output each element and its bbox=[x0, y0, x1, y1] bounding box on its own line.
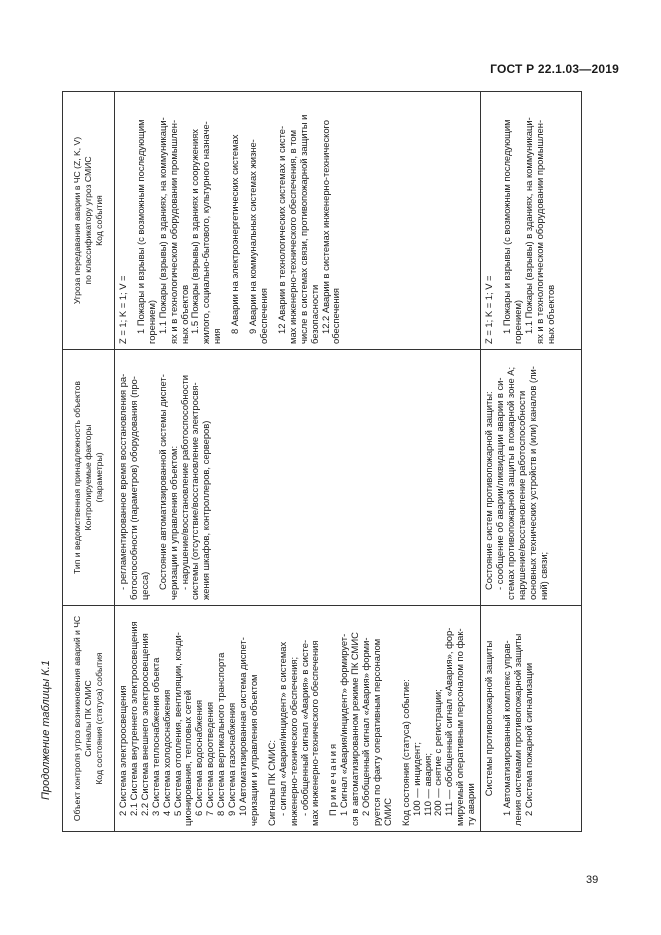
cell-text-line: обеспечения bbox=[257, 288, 269, 344]
cell-text-line: 7 Система водоотведения bbox=[204, 701, 216, 816]
table-row bbox=[481, 92, 582, 832]
threat-table bbox=[62, 91, 582, 832]
cell-text-line: Состояние систем противопожарной защиты: bbox=[483, 391, 495, 590]
cell-text-line: черизации и управления объектом: bbox=[167, 445, 179, 600]
cell-text-line: ных объектов bbox=[544, 284, 556, 344]
row1-col3-cell bbox=[115, 92, 481, 350]
cell-text-line: 111 — обобщенный сигнал «Авария», фор- bbox=[443, 627, 455, 816]
cell-text-line: ных объектов bbox=[178, 284, 190, 344]
cell-text-line: ционирования, тепловых сетей bbox=[182, 690, 194, 826]
header-col1 bbox=[63, 606, 115, 832]
cell-text-line: 200 — снятие с регистрации; bbox=[432, 689, 444, 816]
cell-text-line: жения шкафов, контроллеров, серверов) bbox=[200, 420, 212, 600]
cell-text-line: Примечания bbox=[327, 741, 339, 816]
cell-text-line: - сообщение об аварии/ликвидации аварии в си- bbox=[494, 377, 505, 590]
cell-text-line: ботоспособности (параметров) оборудования (про- bbox=[127, 376, 139, 600]
cell-text-line: - регламентированное время восстановления ра- bbox=[117, 373, 128, 590]
cell-text-line: цесса) bbox=[138, 571, 150, 600]
cell-text-line: инженерно-технического обеспечения; bbox=[287, 656, 299, 826]
cell-text-line: нарушение/восстановление работоспособности bbox=[515, 390, 527, 600]
cell-text-line: горением) bbox=[511, 299, 523, 344]
header-col3-line: Код события bbox=[94, 195, 105, 246]
standard-code: ГОСТ Р 22.1.03—2019 bbox=[490, 62, 619, 76]
page-number: 39 bbox=[586, 874, 599, 886]
cell-text-line: ний) связи; bbox=[537, 551, 549, 600]
cell-text-line: 1 Сигнал «Авария/инцидент» формирует- bbox=[338, 633, 350, 816]
cell-text-line: - сигнал «Авария/инцидент» в системах bbox=[276, 641, 288, 816]
row2-col3-cell bbox=[481, 92, 582, 350]
table-row bbox=[115, 92, 481, 832]
cell-text-line: Состояние автоматизированной системы диспет- bbox=[156, 374, 168, 590]
cell-text-line: 2.2 Система внешнего электроосвещения bbox=[138, 633, 150, 816]
cell-text-line: ся в автоматизированном режиме ПК СМИС bbox=[349, 632, 361, 826]
cell-text-line: горением) bbox=[145, 299, 157, 344]
cell-text-line: Код состояния (статуса) событие: bbox=[399, 679, 411, 826]
cell-text-line: Z = 1; K = 1; V = bbox=[117, 275, 128, 344]
cell-text-line: системы (отсутствие/восстановление электросвя- bbox=[189, 382, 201, 600]
cell-text-line: 9 Аварии на коммунальных системах жизне- bbox=[247, 139, 259, 334]
cell-text-line: ления системами противопожарной защиты bbox=[511, 633, 523, 826]
header-col1-line: Сигналы ПК СМИС bbox=[82, 680, 93, 757]
cell-text-line: жилого, социально-бытового, культурного назначе- bbox=[200, 121, 212, 344]
header-col3-line: Угроза передавания аварии в ЧС (Z, K, V) bbox=[71, 136, 82, 305]
cell-text-line: 8 Система вертикального транспорта bbox=[215, 652, 227, 816]
rotated-table-container bbox=[62, 92, 582, 832]
cell-text-line: ях и в технологическом оборудовании промышлен- bbox=[533, 119, 545, 344]
cell-text-line: ния bbox=[211, 328, 223, 344]
cell-text-line: мах инженерно-технического обеспечения, в том bbox=[286, 129, 298, 344]
cell-text-line: ту аварии bbox=[465, 783, 477, 826]
cell-text-line: 12 Аварии в технологических системах и систе- bbox=[275, 125, 287, 334]
header-col2 bbox=[63, 350, 115, 606]
cell-text-line: Z = 1; K = 1; V = bbox=[483, 275, 495, 344]
cell-text-line: руется по факту оперативным персоналом bbox=[370, 638, 382, 826]
cell-text-line: черизации и управления объектом bbox=[247, 674, 259, 826]
cell-text-line: 1 Пожары и взрывы (с возможным последующим bbox=[134, 119, 146, 334]
cell-text-line: 5 Система отопления, вентиляции, конди- bbox=[171, 632, 183, 816]
cell-text-line: стемах противопожарной защиты в пожарной зоне А; bbox=[504, 366, 516, 600]
cell-text-line: 4 Система холодоснабжения bbox=[160, 689, 172, 816]
cell-text-line: безопасности bbox=[308, 284, 320, 344]
cell-text-line: 1 Пожары и взрывы (с возможным последующим bbox=[501, 119, 512, 334]
cell-text-line: 1 Автоматизированный комплекс управ- bbox=[501, 640, 512, 816]
cell-text-line: 2.1 Система внутреннего электроосвещения bbox=[127, 621, 139, 816]
cell-text-line: мируемый оперативным персоналом по фак- bbox=[454, 628, 466, 826]
header-col1-line: Код состояния (статуса) события bbox=[94, 652, 105, 785]
cell-text-line: 1.1 Пожары (взрывы) в зданиях, на коммуникаци- bbox=[522, 117, 534, 334]
cell-text-line: 2 Система электроосвещения bbox=[117, 685, 128, 816]
cell-text-line: - нарушение/восстановление работоспособности bbox=[178, 375, 190, 590]
cell-text-line: 2 Система пожарной сигнализации bbox=[522, 662, 534, 816]
header-col2-line: Контролируемые факторы bbox=[82, 424, 93, 531]
cell-text-line: 10 Автоматизированная система диспет- bbox=[236, 637, 248, 816]
cell-text-line: 8 Аварии на электроэнергетических системах bbox=[229, 134, 241, 334]
cell-text-line: числе в системах связи, противопожарной защиты и bbox=[297, 114, 309, 344]
cell-text-line: обеспечения bbox=[330, 288, 342, 344]
cell-text-line: основных технических устройств и (или) каналов (ли- bbox=[526, 366, 538, 600]
cell-text-line: ях и в технологическом оборудовании промышлен- bbox=[167, 119, 179, 344]
cell-text-line: 9 Система газоснабжения bbox=[226, 702, 238, 816]
cell-text-line: 2 Обобщенный сигнал «Авария» форми- bbox=[360, 637, 372, 816]
cell-text-line: 6 Система водоснабжения bbox=[193, 699, 205, 816]
header-col3-line: по классификатору угроз СМИС bbox=[82, 156, 93, 285]
row2-col1-cell bbox=[481, 606, 582, 832]
cell-text-line: 100 — инцидент; bbox=[410, 741, 422, 816]
table-header-row bbox=[63, 92, 115, 832]
cell-text-line: мах инженерно-технического обеспечения bbox=[309, 640, 321, 826]
cell-text-line: 1.5 Пожары (взрывы) в зданиях и сооружениях bbox=[189, 129, 201, 334]
cell-text-line: Сигналы ПК СМИС: bbox=[265, 739, 277, 826]
table-continuation-label: Продолжение таблицы К.1 bbox=[40, 660, 52, 800]
cell-text-line: СМИС bbox=[381, 798, 393, 826]
cell-text-line: 1.1 Пожары (взрывы) в зданиях, на коммуникаци- bbox=[156, 117, 168, 334]
row1-col2-cell bbox=[115, 350, 481, 606]
cell-text-line: 12.2 Аварии в системах инженерно-технического bbox=[319, 120, 331, 334]
header-col1-line: Объект контроля угроз возникновения аварий и ЧС bbox=[71, 615, 82, 822]
cell-text-line: 3 Система теплоснабжения объекта bbox=[149, 657, 161, 816]
cell-text-line: 110 — авария; bbox=[421, 753, 433, 816]
header-col2-line: (параметры) bbox=[94, 452, 105, 503]
row1-col1-cell bbox=[115, 606, 481, 832]
cell-text-line: Системы противопожарной защиты bbox=[483, 640, 495, 797]
cell-text-line: - обобщенный сигнал «Авария» в систе- bbox=[298, 639, 310, 816]
header-col3 bbox=[63, 92, 115, 350]
header-col2-line: Тип и ведомственная принадлежность объектов bbox=[71, 381, 82, 574]
row2-col2-cell bbox=[481, 350, 582, 606]
